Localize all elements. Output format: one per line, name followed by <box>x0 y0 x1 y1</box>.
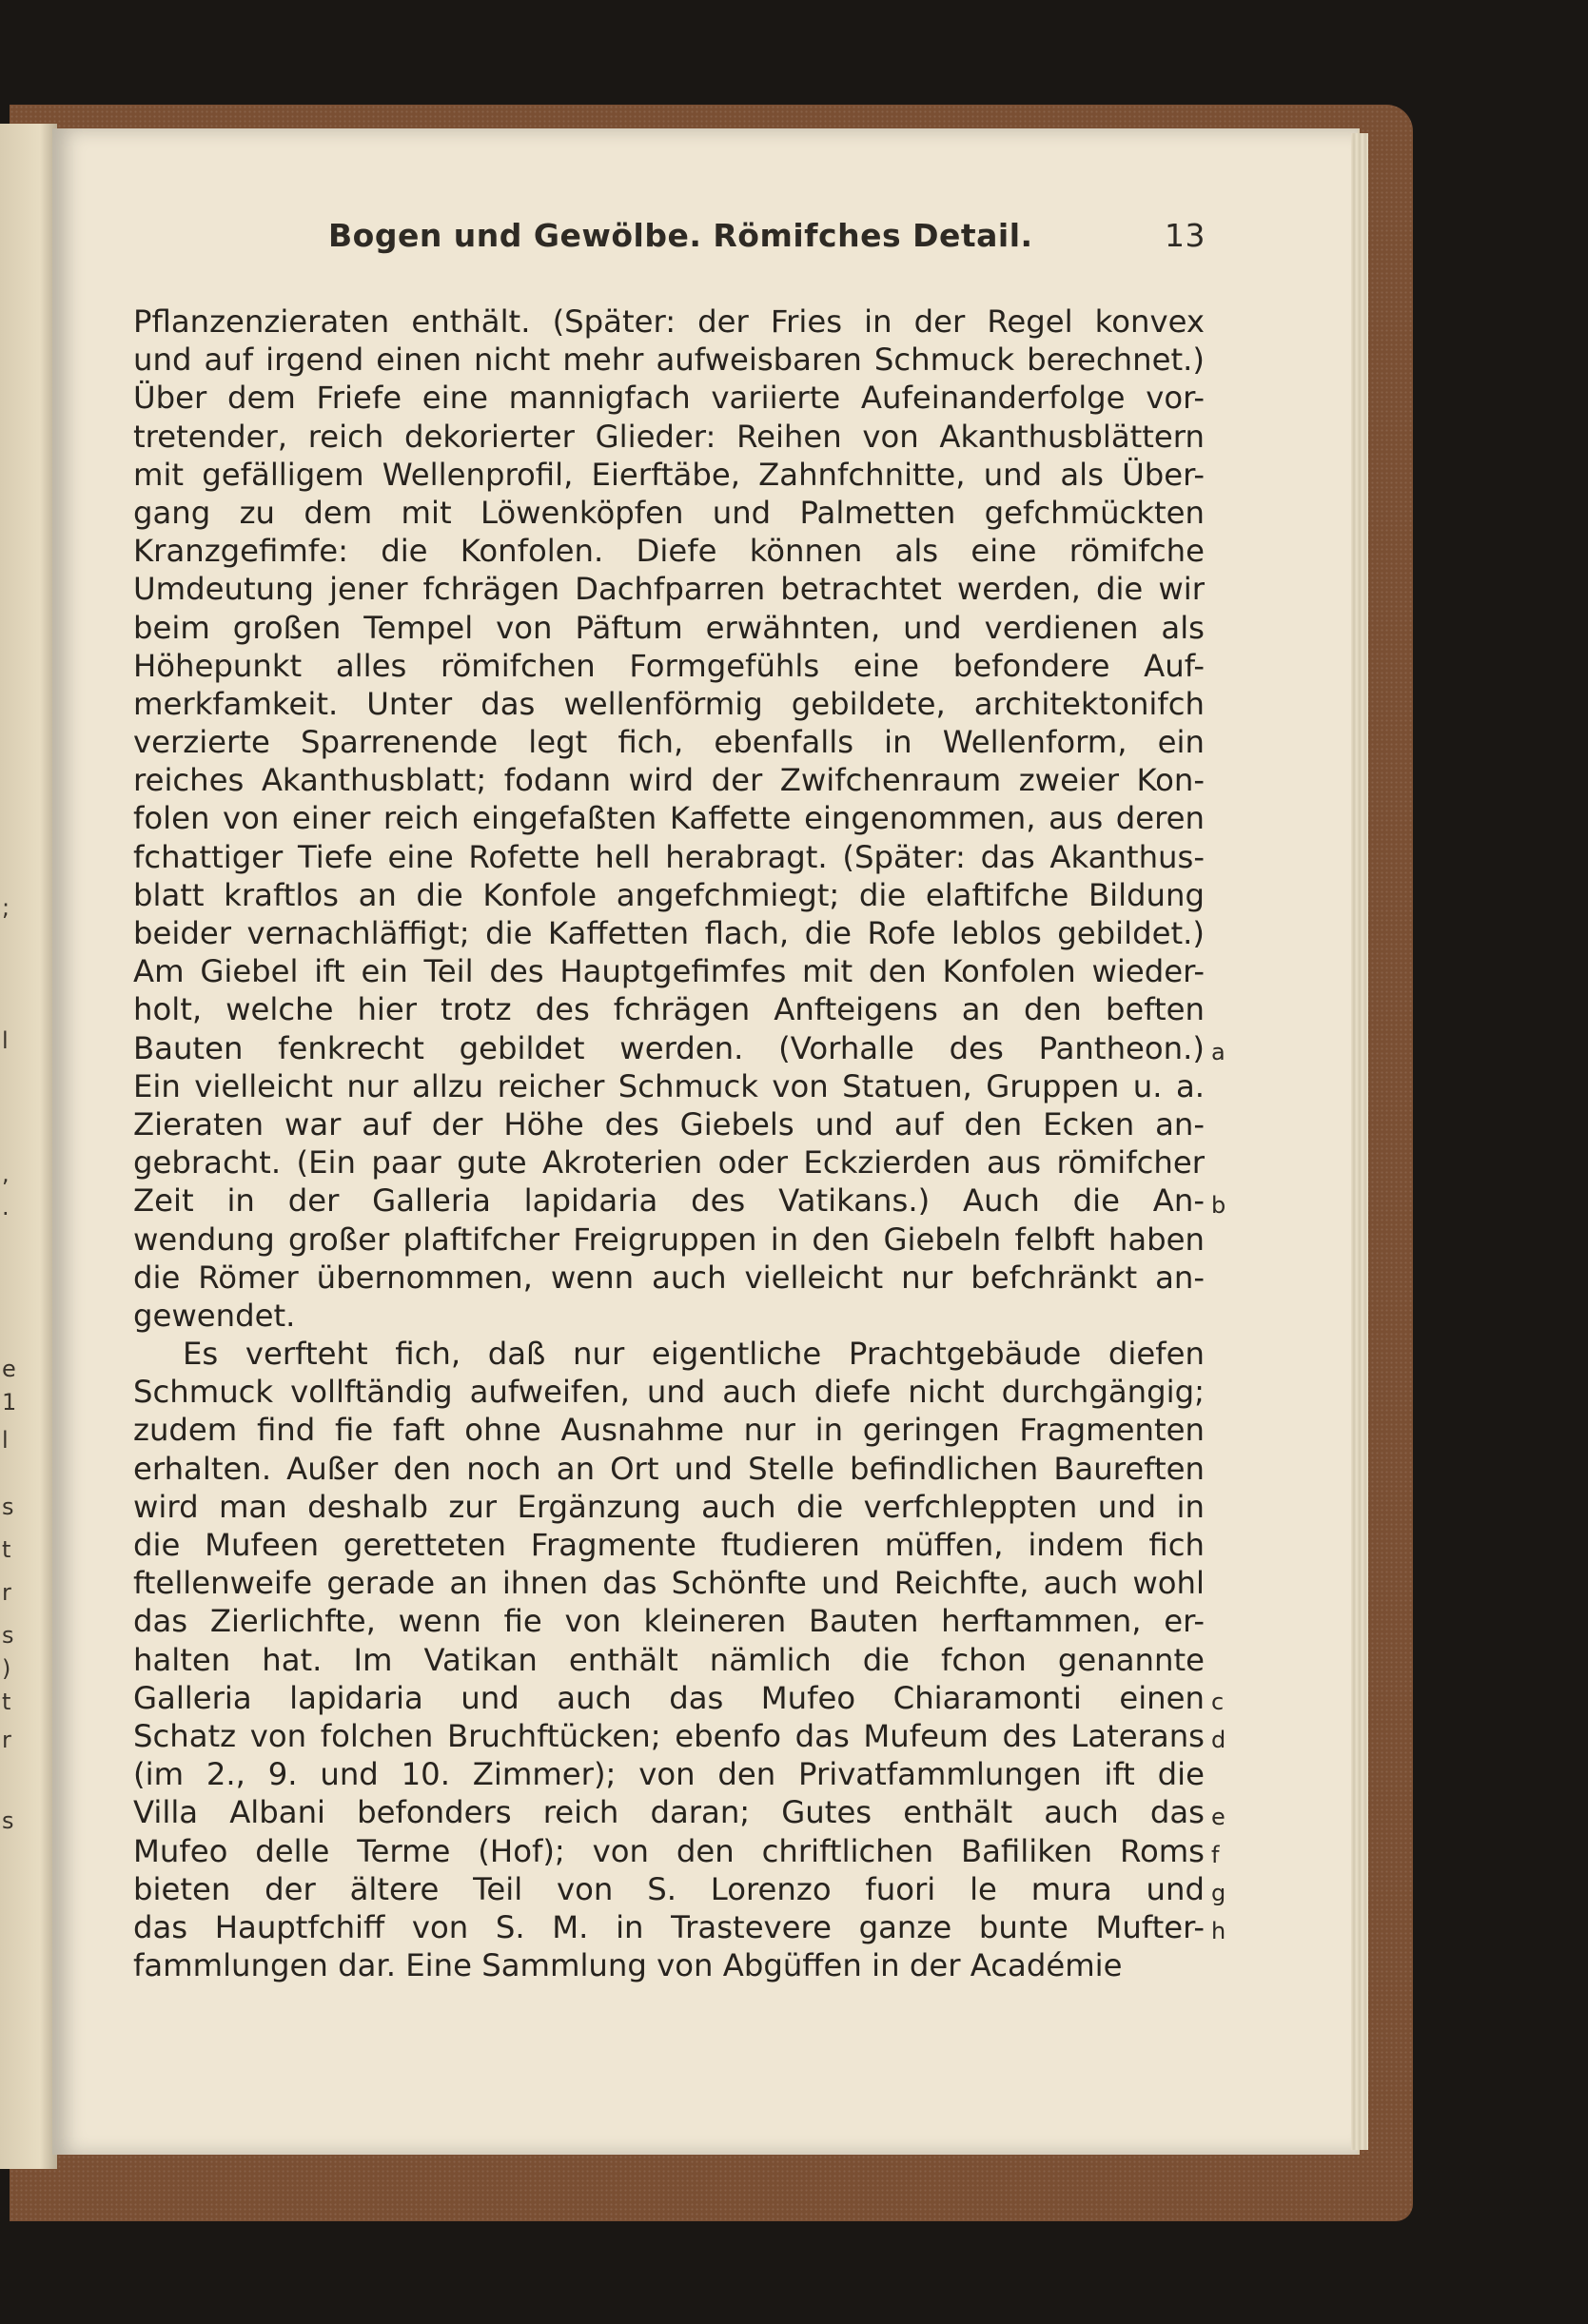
running-title: Bogen und Gewölbe. Römifches Detail. <box>328 217 1033 254</box>
margin-note: d <box>1211 1727 1226 1754</box>
text-line: Es verfteht fich, daß nur eigentliche Prachtgebäude diefen <box>183 1336 1205 1373</box>
text-line: Bauten fenkrecht gebildet werden. (Vorhalle des Pantheon.) <box>133 1029 1205 1066</box>
running-header <box>328 217 1206 264</box>
text-line: gang zu dem mit Löwenköpfen und Palmetten gefchmückten <box>133 494 1205 531</box>
margin-note: e <box>1211 1803 1225 1830</box>
text-line: das Hauptfchiff von S. M. in Trastevere ganze bunte Mufter- <box>133 1908 1205 1945</box>
margin-note: c <box>1211 1689 1225 1716</box>
text-line: mit gefälligem Wellenprofil, Eierftäbe, Zahnfchnitte, und als Über- <box>133 456 1205 493</box>
left-page-fragment: s <box>2 1622 14 1649</box>
left-page-fragment: s <box>2 1494 14 1520</box>
left-page-fragment: r <box>2 1579 11 1606</box>
text-line: und auf irgend einen nicht mehr aufweisbaren Schmuck berechnet.) <box>133 342 1205 379</box>
left-page-fragment: t <box>2 1689 11 1715</box>
left-page-fragment: l <box>2 1427 9 1454</box>
left-page-fragment: s <box>2 1807 14 1834</box>
text-line: (im 2., 9. und 10. Zimmer); von den Privatfammlungen ift die <box>133 1756 1205 1793</box>
left-page-fragment: 1 <box>2 1389 17 1416</box>
text-line: tretender, reich dekorierter Glieder: Reihen von Akanthusblättern <box>133 418 1205 455</box>
text-line: Kranzgefimfe: die Konfolen. Diefe können als eine römifche <box>133 533 1205 570</box>
text-line: blatt kraftlos an die Konfole angefchmiegt; die elaftifche Bildung <box>133 876 1205 913</box>
text-line: Zeit in der Galleria lapidaria des Vatikans.) Auch die An- <box>133 1182 1205 1220</box>
text-line: gebracht. (Ein paar gute Akroterien oder Eckzierden aus römifcher <box>133 1144 1205 1182</box>
text-line: beider vernachläffigt; die Kaffetten flach, die Rofe leblos gebildet.) <box>133 915 1205 951</box>
margin-note: f <box>1211 1842 1220 1868</box>
margin-note: g <box>1211 1880 1226 1907</box>
text-line: ftellenweife gerade an ihnen das Schönfte und Reichfte, auch wohl <box>133 1565 1205 1602</box>
left-page-edge <box>0 124 57 2169</box>
text-line: gewendet. <box>133 1297 296 1334</box>
text-line: Villa Albani befonders reich daran; Gutes enthält auch das <box>133 1794 1205 1831</box>
left-page-fragment: t <box>2 1536 11 1563</box>
text-line: verzierte Sparrenende legt fich, ebenfalls in Wellenform, ein <box>133 724 1205 761</box>
text-line: Schatz von folchen Bruchftücken; ebenfo das Mufeum des Laterans <box>133 1717 1205 1754</box>
text-line: zudem find fie faft ohne Ausnahme nur in geringen Fragmenten <box>133 1412 1205 1449</box>
text-line: Am Giebel ift ein Teil des Hauptgefimfes mit den Konfolen wieder- <box>133 953 1205 990</box>
margin-note: a <box>1211 1038 1225 1065</box>
text-line: beim großen Tempel von Päftum erwähnten, und verdienen als <box>133 609 1205 646</box>
text-line: Schmuck vollftändig aufweifen, und auch diefe nicht durchgängig; <box>133 1374 1205 1411</box>
page-number: 13 <box>1165 217 1206 254</box>
left-page-fragment: l <box>2 1027 9 1054</box>
text-line: Mufeo delle Terme (Hof); von den chriftlichen Bafiliken Roms <box>133 1832 1205 1869</box>
text-line: folen von einer reich eingefaßten Kaffette eingenommen, aus deren <box>133 800 1205 837</box>
text-line: bieten der ältere Teil von S. Lorenzo fuori le mura und <box>133 1870 1205 1907</box>
text-line: reiches Akanthusblatt; fodann wird der Zwifchenraum zweier Kon- <box>133 762 1205 799</box>
margin-note: b <box>1211 1191 1226 1219</box>
margin-note: h <box>1211 1918 1226 1945</box>
text-line: Galleria lapidaria und auch das Mufeo Chiaramonti einen <box>133 1679 1205 1716</box>
text-line: merkfamkeit. Unter das wellenförmig gebildete, architektonifch <box>133 685 1205 722</box>
left-page-fragment: , <box>2 1161 10 1187</box>
text-line: halten hat. Im Vatikan enthält nämlich die fchon genannte <box>133 1641 1205 1678</box>
text-line: die Mufeen geretteten Fragmente ftudieren müffen, indem fich <box>133 1527 1205 1563</box>
text-line: Pflanzenzieraten enthält. (Später: der Fries in der Regel konvex <box>133 303 1205 340</box>
left-page-fragment: ; <box>2 894 10 921</box>
text-line: fammlungen dar. Eine Sammlung von Abgüffen in der Académie <box>133 1947 1123 1984</box>
text-line: Höhepunkt alles römifchen Formgefühls eine befondere Auf- <box>133 647 1205 684</box>
text-line: Über dem Friefe eine mannigfach variierte Aufeinanderfolge vor- <box>133 380 1205 417</box>
text-line: erhalten. Außer den noch an Ort und Stelle befindlichen Baureften <box>133 1450 1205 1487</box>
left-page-fragment: ) <box>2 1655 11 1682</box>
text-line: wendung großer plaftifcher Freigruppen in den Giebeln felbft haben <box>133 1221 1205 1258</box>
text-line: das Zierlichfte, wenn fie von kleineren Bauten herftammen, er- <box>133 1603 1205 1640</box>
text-line: die Römer übernommen, wenn auch vielleicht nur befchränkt an- <box>133 1259 1205 1296</box>
left-page-fragment: r <box>2 1727 11 1753</box>
body-text <box>133 303 1205 1984</box>
left-page-fragment: e <box>2 1356 16 1382</box>
text-line: wird man deshalb zur Ergänzung auch die verfchleppten und in <box>133 1488 1205 1525</box>
page-block-edge <box>1351 133 1368 2150</box>
text-line: fchattiger Tiefe eine Rofette hell herabragt. (Später: das Akanthus- <box>133 838 1205 875</box>
text-line: Umdeutung jener fchrägen Dachfparren betrachtet werden, die wir <box>133 571 1205 608</box>
text-line: Ein vielleicht nur allzu reicher Schmuck von Statuen, Gruppen u. a. <box>133 1067 1205 1104</box>
text-line: Zieraten war auf der Höhe des Giebels und auf den Ecken an- <box>133 1105 1205 1142</box>
left-page-fragment: . <box>2 1194 10 1221</box>
text-line: holt, welche hier trotz des fchrägen Anfteigens an den beften <box>133 991 1205 1028</box>
